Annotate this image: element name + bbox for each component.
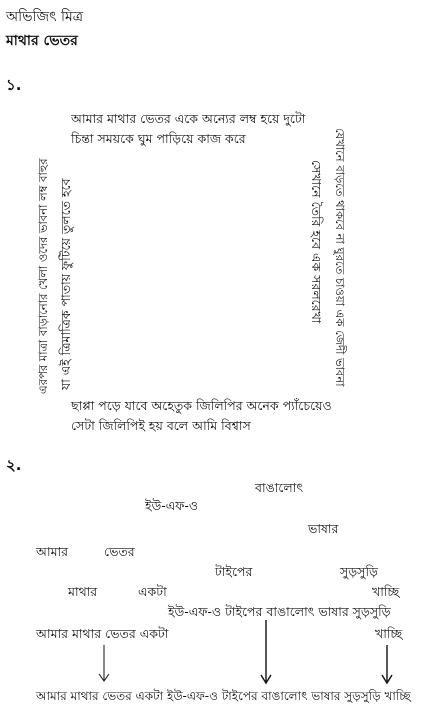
word-amar: আমার bbox=[36, 544, 69, 559]
word-bangalot: বাঙালোৎ bbox=[255, 480, 304, 495]
section-1-bottom-line-1: ছাপ্পা পড়ে যাবে অহেতুক জিলিপির অনেক প্যাঁচেয়েও bbox=[71, 398, 332, 413]
merged-end-word: খাচ্ছি bbox=[375, 626, 403, 641]
section-1-top-line-2: চিন্তা সময়কে ঘুম পাড়িয়ে কাজ করে bbox=[71, 131, 246, 146]
section-1-right-inner-line: সেখানে তৈরি হবে এক সরলরেখা bbox=[309, 160, 324, 324]
author-name: অভিজিৎ মিত্র bbox=[6, 9, 84, 25]
arrow-right bbox=[382, 645, 392, 683]
word-khachchhi: খাচ্ছি bbox=[372, 584, 400, 599]
section-1-right-outer-line: যেখানে বাড়তে থাকবে না ঘুরতে চাওয়া এক জেদী ভাবনা bbox=[333, 128, 347, 387]
word-uf-o: ইউ-এফ-ও bbox=[145, 498, 199, 513]
word-mathar: মাথার bbox=[68, 584, 98, 599]
arrow-left bbox=[99, 645, 109, 681]
final-line: আমার মাথার ভেতর একটা ইউ-এফ-ও টাইপের বাঙালোৎ ভাষার সুড়সুড়ি খাচ্ছি bbox=[36, 689, 411, 703]
section-2-number: ২. bbox=[6, 456, 22, 474]
section-1-top-line-1: আমার মাথার ভেতর একে অন্যের লম্ব হয়ে দুটো bbox=[71, 111, 306, 126]
word-typer: টাইপের bbox=[215, 564, 253, 579]
section-1-left-inner-line: যা এই ত্রিমাত্রিক পাতায় ফুটিয়ে তুলতে হবে bbox=[58, 178, 73, 390]
section-1-number: ১. bbox=[6, 76, 22, 94]
word-shursuri: সুড়সুড়ি bbox=[340, 564, 378, 579]
word-bhetor: ভেতর bbox=[104, 544, 135, 559]
section-1-left-outer-line: এরপর মাত্রা বাড়ানোর খেলা ওদের ভাবনা লম্ব বাহুর bbox=[36, 158, 50, 394]
section-1-bottom-line-2: সেটা জিলিপিই হয় বলে আমি বিশ্বাস bbox=[71, 418, 251, 433]
word-bhashar: ভাষার bbox=[308, 521, 339, 536]
merged-left-phrase: আমার মাথার ভেতর একটা bbox=[36, 626, 169, 641]
word-ekta: একটা bbox=[138, 584, 167, 599]
merged-right-phrase: ইউ-এফ-ও টাইপের বাঙালোৎ ভাষার সুড়সুড়ি bbox=[168, 604, 391, 619]
arrow-middle bbox=[261, 620, 271, 683]
poem-title: মাথার ভেতর bbox=[6, 33, 78, 49]
